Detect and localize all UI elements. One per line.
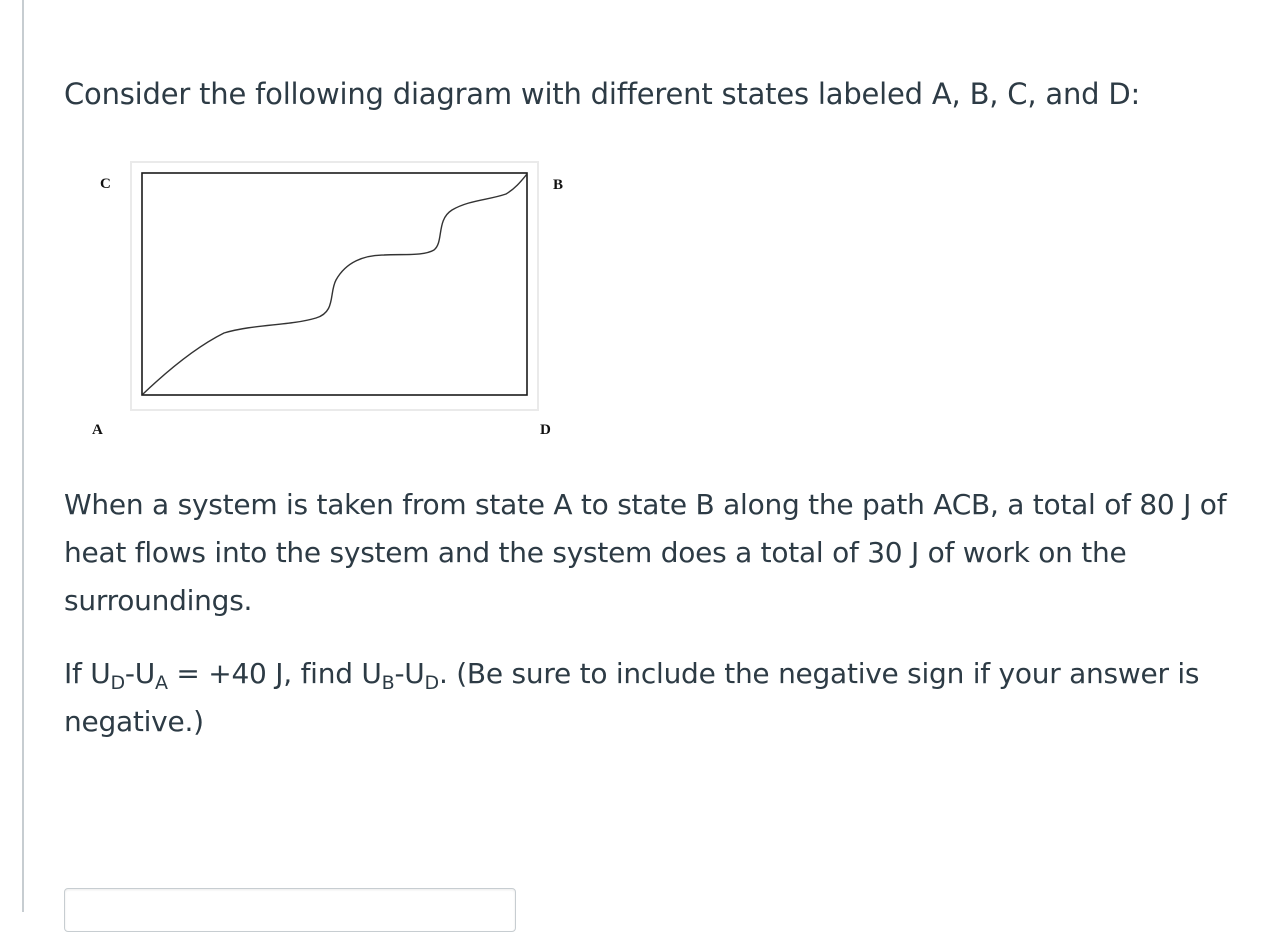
text-minus-u: -U — [124, 657, 156, 690]
state-diagram — [84, 158, 584, 458]
subscript-a: A — [155, 672, 168, 694]
diagram-graphic — [84, 158, 584, 458]
state-label-c: C — [100, 176, 111, 192]
subscript-d-2: D — [424, 672, 439, 694]
process-curve-ab — [143, 174, 527, 394]
text-equals-find: = +40 J, find U — [167, 657, 382, 690]
text-minus-u-2: -U — [394, 657, 425, 690]
text-instructions: . (Be sure to include the negative sign if your answer is negative.) — [64, 657, 1200, 738]
state-label-d: D — [540, 422, 551, 438]
state-label-b: B — [553, 177, 564, 193]
answer-input[interactable] — [64, 888, 516, 932]
subscript-b: B — [381, 672, 395, 694]
subscript-d: D — [110, 672, 125, 694]
question-paragraph-2 — [64, 650, 1264, 746]
question-intro: Consider the following diagram with different states labeled A, B, C, and D: — [64, 77, 1141, 111]
left-border — [22, 0, 24, 912]
question-paragraph-1: When a system is taken from state A to state B along the path ACB, a total of 80 J of heat flows into the system and the system does a total of 30 J of work on the surroundings. — [64, 488, 1227, 617]
state-label-a: A — [92, 422, 103, 438]
text-if-u: If U — [64, 657, 111, 690]
